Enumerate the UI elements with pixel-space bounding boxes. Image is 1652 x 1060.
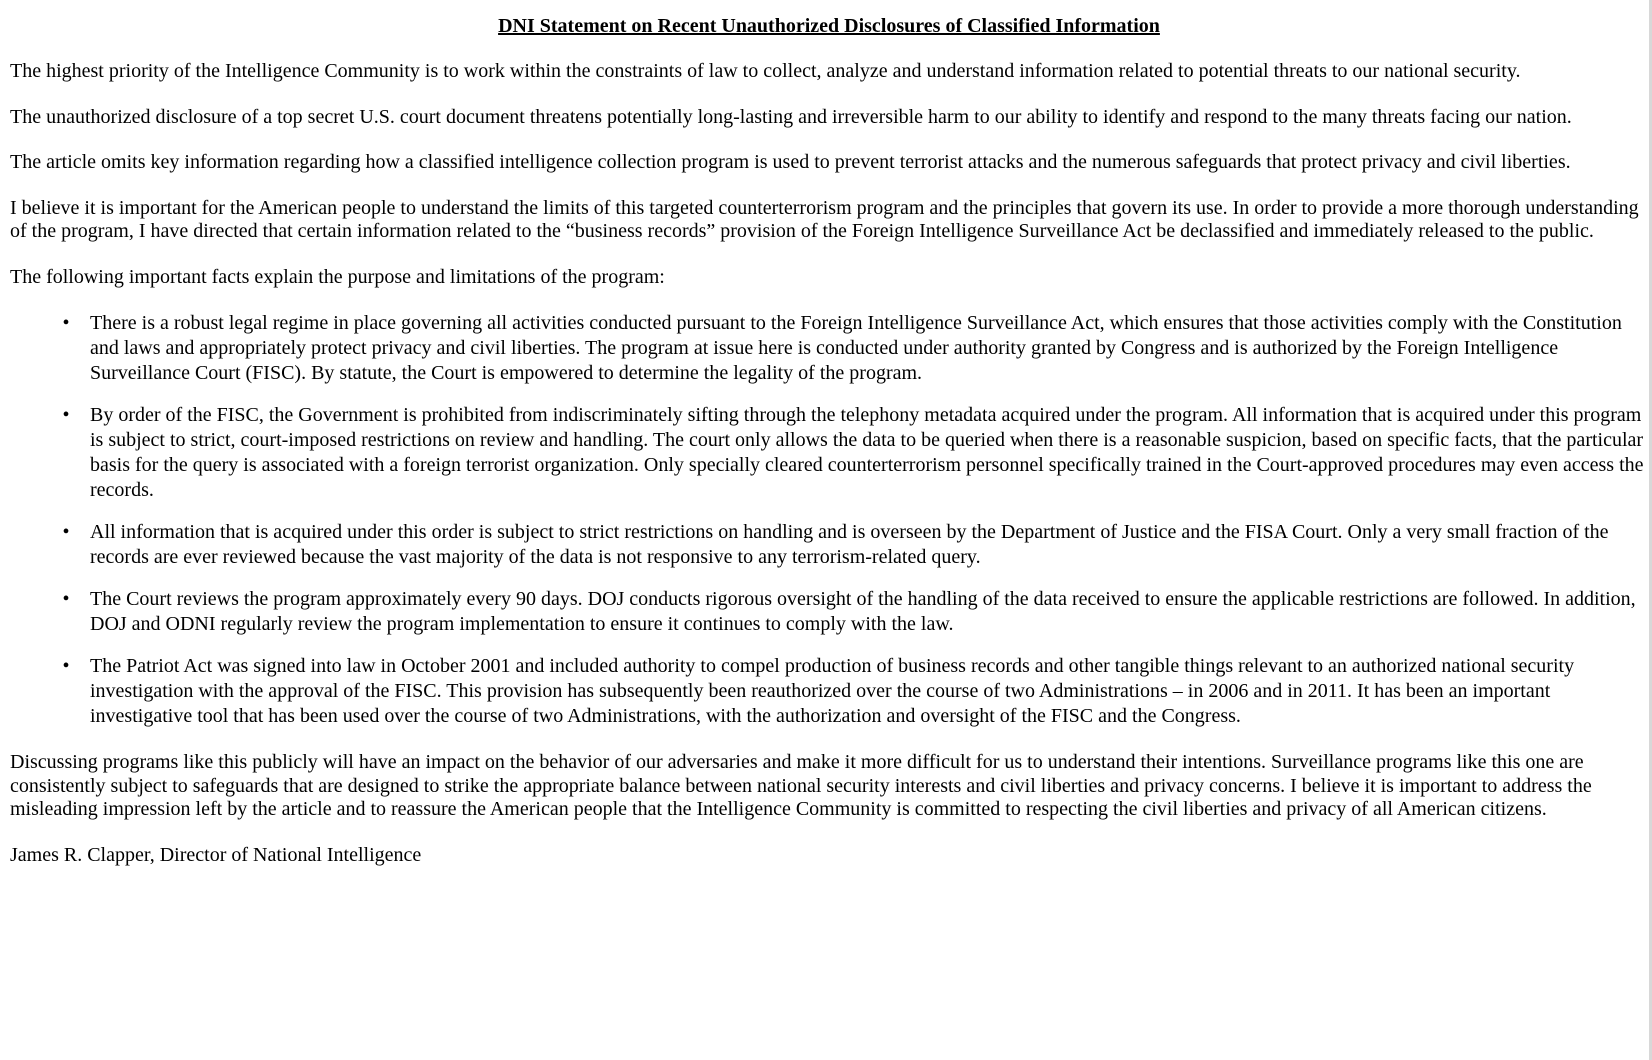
paragraph-article-omits: The article omits key information regarding how a classified intelligence collection program is used to prevent terrorist attacks and the numerous safeguards that protect privacy and civil liberties.	[10, 151, 1571, 173]
paragraph-facts-intro: The following important facts explain the purpose and limitations of the program:	[10, 265, 665, 288]
facts-bullet-list	[10, 311, 1648, 729]
bullet-text-patriot-act: The Patriot Act was signed into law in October 2001 and included authority to compel production of business records and other tangible things relevant to an authorized national security investigation with the approval of the FISC. This provision has subsequently been reauthorized over the course of two Administrations – in 2006 and in 2011. It has been an important investigative tool that has been used over the course of two Administrations, with the authorization and oversight of the FISC and the Congress.	[90, 655, 1575, 727]
paragraph-disclosure-harm: The unauthorized disclosure of a top secret U.S. court document threatens potentially long-lasting and irreversible harm to our ability to identify and respond to the many threats facing our nation.	[10, 105, 1572, 128]
bullet-marker: •	[62, 312, 70, 334]
bullet-text-legal-regime: There is a robust legal regime in place governing all activities conducted pursuant to the Foreign Intelligence Surveillance Act, which ensures that those activities comply with the Constitution and laws and appropriately protect privacy and civil liberties. The program at issue here is conducted under authority granted by Congress and is authorized by the Foreign Intelligence Surveillance Court (FISC). By statute, the Court is empowered to determine the legality of the program.	[90, 312, 1622, 384]
bullet-text-court-review: The Court reviews the program approximately every 90 days. DOJ conducts rigorous oversight of the handling of the data received to ensure the applicable restrictions are followed. In addition, DOJ and ODNI regularly review the program implementation to ensure it continues to comply with the law.	[90, 588, 1636, 635]
bullet-text-fisc-order: By order of the FISC, the Government is prohibited from indiscriminately sifting through the telephony metadata acquired under the program. All information that is acquired under this program is subject to strict, court-imposed restrictions on review and handling. The court only allows the data to be queried when there is a reasonable suspicion, based on specific facts, that the particular basis for the query is associated with a foreign terrorist organization. Only specially cleared counterterrorism personnel specifically trained in the Court-approved procedures may even access the records.	[90, 404, 1644, 501]
bullet-item	[10, 311, 1648, 386]
signature-line: James R. Clapper, Director of National Intelligence	[10, 843, 422, 866]
paragraph-declassification: I believe it is important for the American people to understand the limits of this targeted counterterrorism program and the principles that govern its use. In order to provide a more thorough understanding of the program, I have directed that certain information related to the “business records” provision of the Foreign Intelligence Surveillance Act be declassified and immediately released to the public.	[10, 196, 1639, 242]
paragraph-closing: Discussing programs like this publicly will have an impact on the behavior of our adversaries and make it more difficult for us to understand their intentions. Surveillance programs like this one are consistently subject to safeguards that are designed to strike the appropriate balance between national security interests and civil liberties and privacy concerns. I believe it is important to address the misleading impression left by the article and to reassure the American people that the Intelligence Community is committed to respecting the civil liberties and privacy of all American citizens.	[10, 751, 1592, 820]
bullet-marker: •	[62, 588, 70, 610]
bullet-text-restrictions: All information that is acquired under this order is subject to strict restrictions on handling and is overseen by the Department of Justice and the FISA Court. Only a very small fraction of the records are ever reviewed because the vast majority of the data is not responsive to any terrorism-related query.	[90, 521, 1609, 568]
paragraph-priority: The highest priority of the Intelligence Community is to work within the constraints of law to collect, analyze and understand information related to potential threats to our national security.	[10, 60, 1521, 82]
bullet-item	[10, 520, 1648, 570]
bullet-marker: •	[62, 655, 70, 677]
bullet-item	[10, 403, 1648, 503]
bullet-marker: •	[62, 404, 70, 426]
document-title: DNI Statement on Recent Unauthorized Disclosures of Classified Information	[498, 15, 1160, 37]
bullet-item	[10, 654, 1648, 729]
bullet-item	[10, 587, 1648, 637]
bullet-marker: •	[62, 521, 70, 543]
